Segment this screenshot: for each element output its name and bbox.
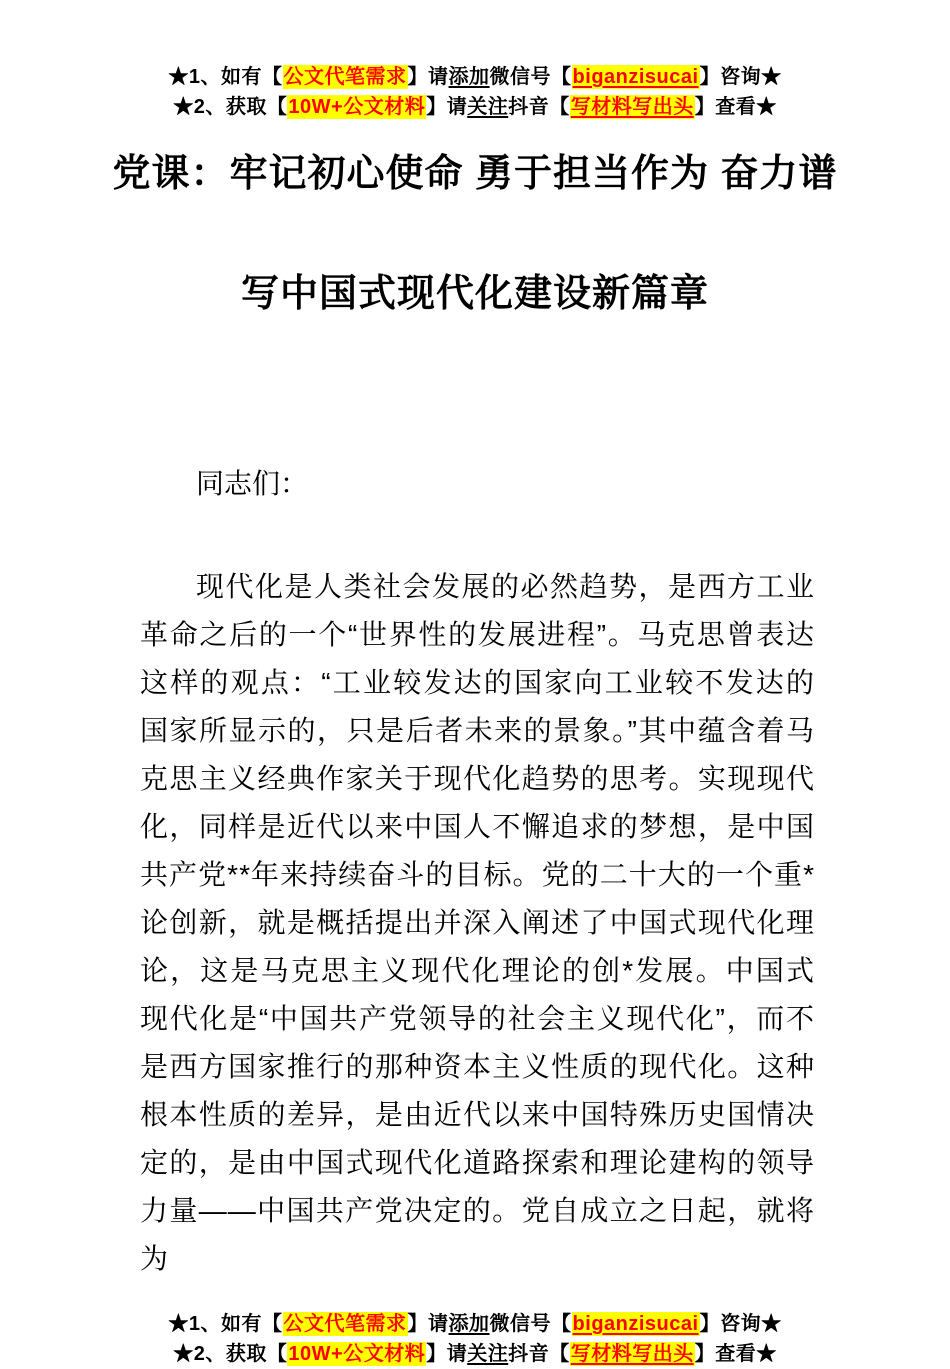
promo-text: ★2、获取【 (173, 1343, 288, 1365)
promo-text: ★1、如有【 (168, 66, 283, 88)
promo-text: 】请 (407, 66, 449, 88)
promo-douyin-id: 写材料写出头 (570, 96, 694, 118)
promo-footer (0, 1309, 950, 1369)
salutation: 同志们： (196, 468, 309, 499)
promo-text: 】请 (426, 96, 468, 118)
document-title (0, 114, 950, 354)
body-paragraph: 现代化是人类社会发展的必然趋势，是西方工业革命之后的一个“世界性的发展进程”。马克思曾表达这样的观点：“工业较发达的国家向工业较不发达的国家所显示的，只是后者未来的景象。”其中蕴含着马克思主义经典作家关于现代化趋势的思考。实现现代化，同样是近代以来中国人不懈追求的梦想，是中国共产党**年来持续奋斗的目标。党的二十大的一个重*论创新，就是概括提出并深入阐述了中国式现代化理论，这是马克思主义现代化理论的创*发展。中国式现代化是“中国共产党领导的社会主义现代化”，而不是西方国家推行的那种资本主义性质的现代化。这种根本性质的差异，是由近代以来中国特殊历史国情决定的，是由中国式现代化道路探索和理论建构的领导力量——中国共产党决定的。党自成立之日起，就将为 (140, 571, 815, 1274)
promo-highlight-service: 公文代笔需求 (283, 66, 407, 88)
promo-text: 抖音【 (508, 96, 570, 118)
document-title-line-2: 写中国式现代化建设新篇章 (240, 273, 709, 315)
promo-footer-line-1 (0, 1309, 950, 1339)
promo-wechat-id: biganzisucai (572, 66, 699, 88)
promo-text: ★2、获取【 (173, 96, 288, 118)
promo-highlight-materials: 10W+公文材料 (288, 1343, 426, 1365)
promo-header-line-1 (0, 62, 950, 92)
promo-underline-follow: 关注 (467, 96, 509, 118)
promo-douyin-id: 写材料写出头 (570, 1343, 694, 1365)
promo-wechat-id: biganzisucai (572, 1313, 699, 1335)
promo-text: 】请 (426, 1343, 468, 1365)
promo-text: 】咨询★ (699, 66, 782, 88)
promo-highlight-materials: 10W+公文材料 (288, 96, 426, 118)
promo-highlight-service: 公文代笔需求 (283, 1313, 407, 1335)
promo-footer-line-2 (0, 1339, 950, 1369)
promo-text: 】查看★ (694, 1343, 777, 1365)
promo-text: ★1、如有【 (168, 1313, 283, 1335)
promo-text: 】查看★ (694, 96, 777, 118)
promo-header (0, 0, 950, 122)
promo-text: 微信号【 (489, 66, 572, 88)
promo-underline-follow: 关注 (467, 1343, 509, 1365)
promo-text: 微信号【 (489, 1313, 572, 1335)
promo-text: 】请 (407, 1313, 449, 1335)
promo-underline-add: 添加 (448, 66, 490, 88)
promo-underline-add: 添加 (448, 1313, 490, 1335)
document-title-line-1: 党课：牢记初心使命 勇于担当作为 奋力谱 (112, 153, 838, 195)
promo-text: 抖音【 (508, 1343, 570, 1365)
promo-text: 】咨询★ (699, 1313, 782, 1335)
